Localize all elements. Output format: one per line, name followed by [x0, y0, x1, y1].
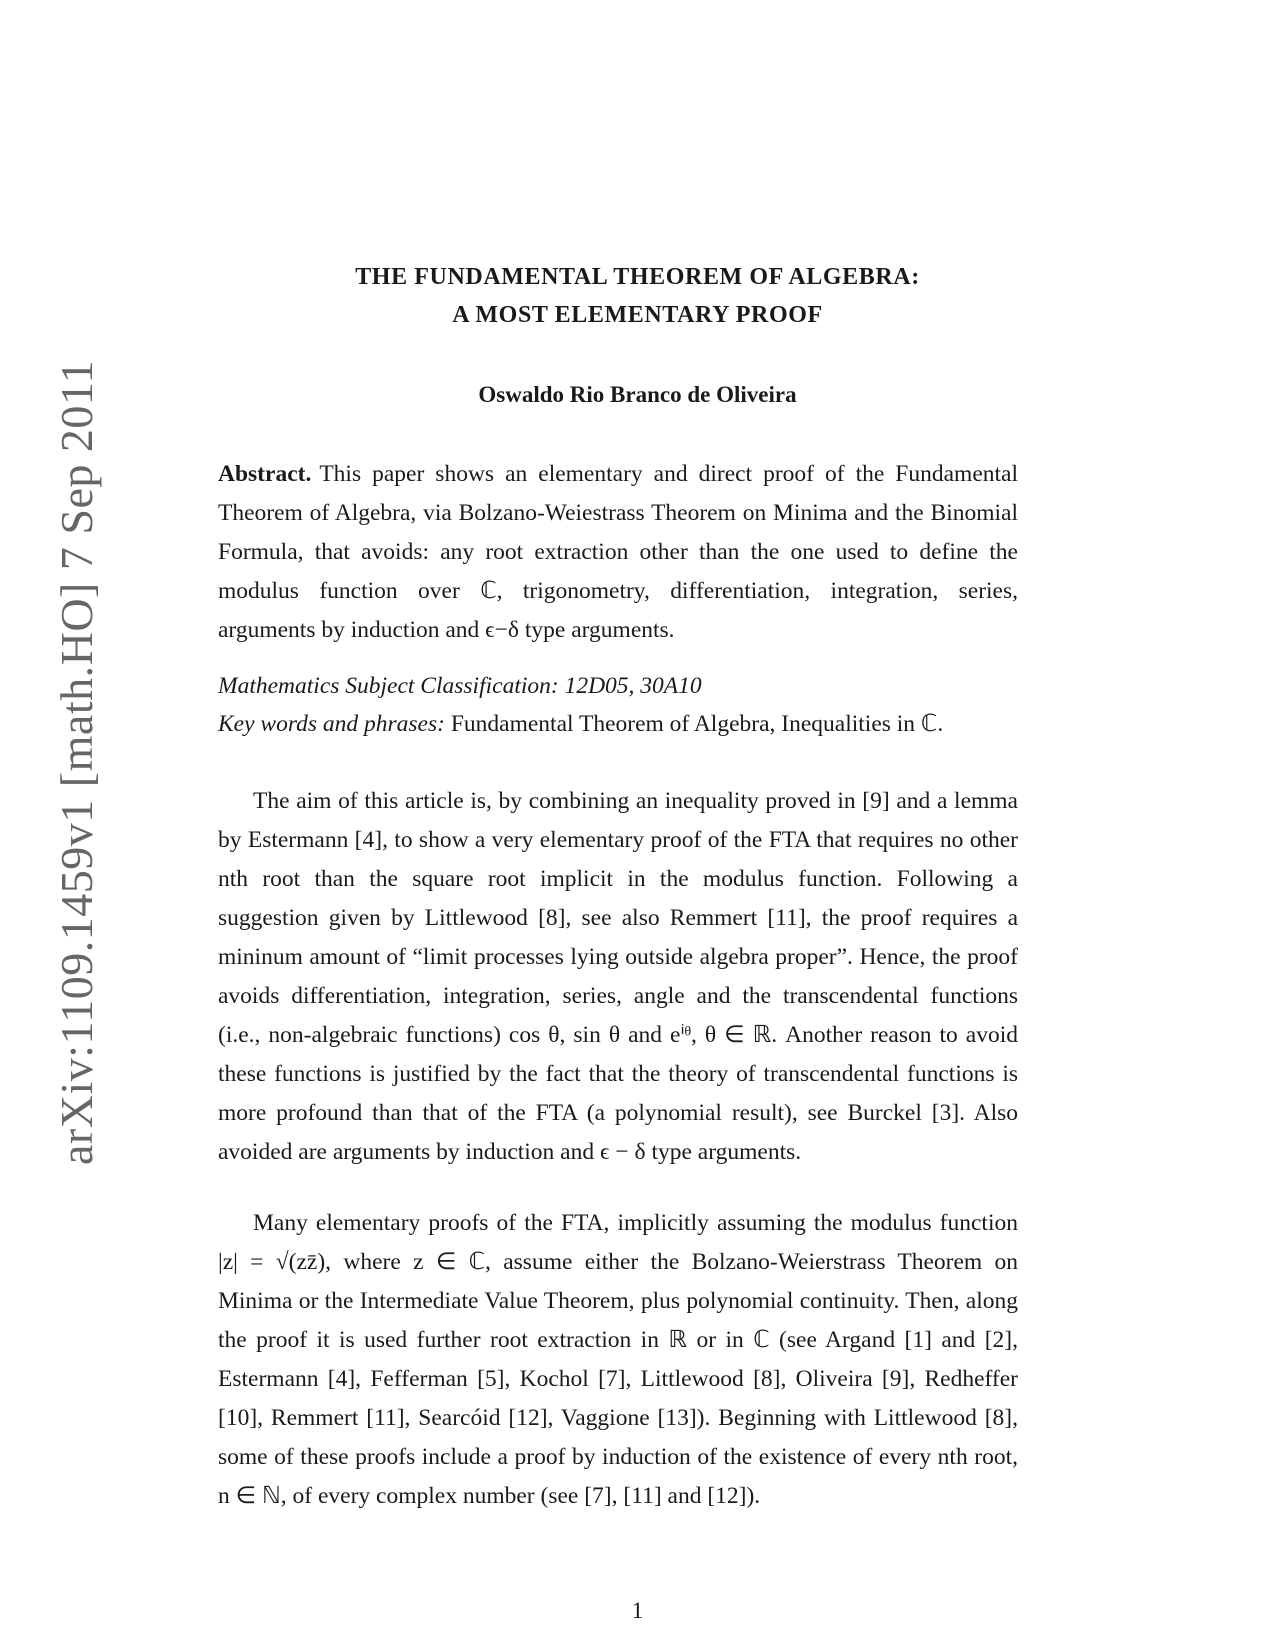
page-number: 1 [631, 1598, 644, 1623]
abstract-text: This paper shows an elementary and direct proof of the Fundamental Theorem of Algebra, via Bolzano-Weiestrass Theorem on Minima and the Binomial Formula, that avoids: any root extraction other than the one used to define the modulus function over ℂ, trigonometry, differentiation, integration, series, arguments by induction and ϵ−δ type arguments. [218, 461, 1018, 643]
author-name: Oswaldo Rio Branco de Oliveira [478, 382, 797, 407]
keywords-label: Key words and phrases: [218, 711, 445, 737]
abstract-label: Abstract. [218, 461, 312, 487]
paper-title-line-2: A MOST ELEMENTARY PROOF [452, 302, 823, 328]
body-paragraph-1: The aim of this article is, by combining an inequality proved in [9] and a lemma by Estermann [4], to show a very elementary proof of the FTA that requires no other nth root than the square root implicit in the modulus function. Following a suggestion given by Littlewood [8], see also Remmert [11], the proof requires a mininum amount of “limit processes lying outside algebra proper”. Hence, the proof avoids differentiation, integration, series, angle and the transcendental functions (i.e., non-algebraic functions) cos θ, sin θ and eⁱᶿ, θ ∈ ℝ. Another reason to avoid these functions is justified by the fact that the theory of transcendental functions is more profound than that of the FTA (a polynomial result), see Burckel [3]. Also avoided are arguments by induction and ϵ − δ type arguments. [218, 788, 1018, 1165]
paper-title-line-1: THE FUNDAMENTAL THEOREM OF ALGEBRA: [355, 264, 920, 290]
abstract [218, 455, 1018, 650]
arxiv-identifier: arXiv:1109.1459v1 [math.HO] 7 Sep 2011 [51, 359, 102, 1165]
keywords [218, 705, 1018, 744]
body-paragraph-2: Many elementary proofs of the FTA, implicitly assuming the modulus function |z| = √(zz̄), where z ∈ ℂ, assume either the Bolzano-Weierstrass Theorem on Minima or the Intermediate Value Theorem, plus polynomial continuity. Then, along the proof it is used further root extraction in ℝ or in ℂ (see Argand [1] and [2], Estermann [4], Fefferman [5], Kochol [7], Littlewood [8], Oliveira [9], Redheffer [10], Remmert [11], Searcóid [12], Vaggione [13]). Beginning with Littlewood [8], some of these proofs include a proof by induction of the existence of every nth root, n ∈ ℕ, of every complex number (see [7], [11] and [12]). [218, 1210, 1018, 1509]
subject-classification: Mathematics Subject Classification: 12D05, 30A10 [218, 673, 702, 699]
keywords-text: Fundamental Theorem of Algebra, Inequalities in ℂ. [450, 711, 944, 737]
